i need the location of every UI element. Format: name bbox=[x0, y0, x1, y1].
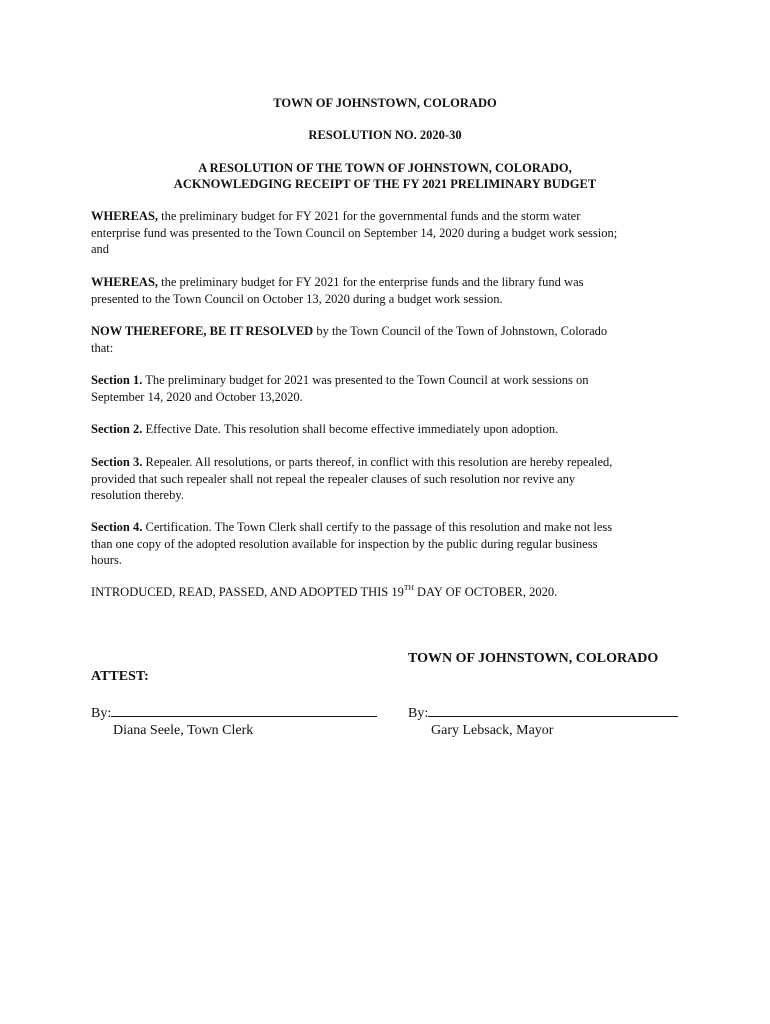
text-line: resolution thereby. bbox=[91, 488, 184, 502]
text-line: Effective Date. This resolution shall become effective immediately upon adoption. bbox=[142, 422, 559, 436]
resolution-title-line-2: ACKNOWLEDGING RECEIPT OF THE FY 2021 PRELIMINARY BUDGET bbox=[173, 177, 597, 191]
clerk-name: Diana Seele, Town Clerk bbox=[113, 723, 254, 738]
section-3-paragraph bbox=[91, 454, 681, 504]
section-lead: Section 2. bbox=[91, 422, 143, 436]
resolution-number: RESOLUTION NO. 2020-30 bbox=[308, 128, 462, 142]
text-line: enterprise fund was presented to the Town Council on September 14, 2020 during a budget work session; bbox=[91, 225, 618, 240]
text-line: hours. bbox=[91, 553, 122, 567]
resolution-title-line-1: A RESOLUTION OF THE TOWN OF JOHNSTOWN, COLORADO, bbox=[198, 161, 572, 175]
section-4-paragraph bbox=[91, 519, 681, 569]
by-label: By: bbox=[408, 706, 429, 721]
text-line: that: bbox=[91, 340, 114, 355]
text-line: the preliminary budget for FY 2021 for the enterprise funds and the library fund was bbox=[158, 275, 584, 289]
text-line: The preliminary budget for 2021 was presented to the Town Council at work sessions on bbox=[142, 373, 589, 387]
text-line: by the Town Council of the Town of Johnstown, Colorado bbox=[313, 324, 608, 338]
text-line: Repealer. All resolutions, or parts thereof, in conflict with this resolution are hereby repealed, bbox=[142, 455, 613, 469]
section-lead: Section 3. bbox=[91, 455, 143, 469]
text-line: September 14, 2020 and October 13,2020. bbox=[91, 389, 303, 404]
town-signature-heading: TOWN OF JOHNSTOWN, COLORADO bbox=[408, 651, 659, 666]
text-line: and bbox=[91, 242, 110, 256]
text-line: provided that such repealer shall not repeal the repealer clauses of such resolution nor revive any bbox=[91, 471, 576, 486]
adoption-statement bbox=[91, 584, 681, 601]
section-1-paragraph bbox=[91, 372, 681, 405]
now-therefore-lead: NOW THEREFORE, BE IT RESOLVED bbox=[91, 324, 314, 338]
town-heading: TOWN OF JOHNSTOWN, COLORADO bbox=[273, 96, 497, 110]
signature-line bbox=[111, 704, 377, 717]
attest-heading: ATTEST: bbox=[91, 669, 149, 684]
whereas-lead: WHEREAS, bbox=[91, 209, 159, 223]
whereas-paragraph-1 bbox=[91, 208, 681, 258]
mayor-signature-line bbox=[408, 704, 678, 723]
adoption-text-end: DAY OF OCTOBER, 2020. bbox=[413, 585, 558, 599]
section-2-paragraph bbox=[91, 421, 681, 438]
now-therefore-paragraph bbox=[91, 323, 681, 356]
text-line: the preliminary budget for FY 2021 for the governmental funds and the storm water bbox=[158, 209, 581, 223]
section-lead: Section 4. bbox=[91, 520, 143, 534]
whereas-paragraph-2 bbox=[91, 274, 681, 307]
clerk-signature-line bbox=[91, 704, 377, 723]
section-lead: Section 1. bbox=[91, 373, 143, 387]
ordinal-suffix: TH bbox=[403, 582, 414, 592]
text-line: presented to the Town Council on October 13, 2020 during a budget work session. bbox=[91, 291, 503, 306]
adoption-text: INTRODUCED, READ, PASSED, AND ADOPTED THIS 19 bbox=[91, 585, 404, 599]
text-line: than one copy of the adopted resolution available for inspection by the public during regular business bbox=[91, 536, 598, 551]
whereas-lead: WHEREAS, bbox=[91, 275, 159, 289]
signature-line bbox=[428, 704, 678, 717]
text-line: Certification. The Town Clerk shall certify to the passage of this resolution and make not less bbox=[142, 520, 613, 534]
mayor-name: Gary Lebsack, Mayor bbox=[431, 723, 554, 738]
by-label: By: bbox=[91, 706, 112, 721]
